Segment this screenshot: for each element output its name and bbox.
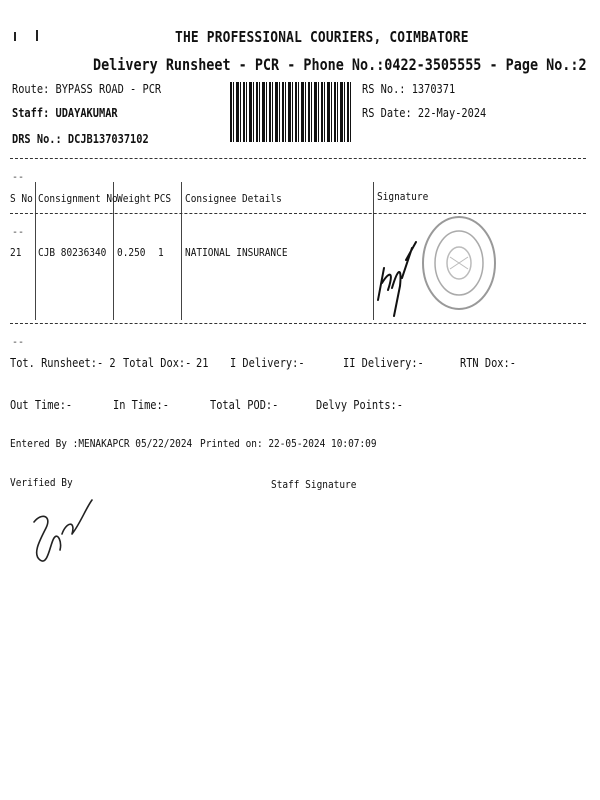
header-consignment: Consignment No xyxy=(38,192,118,205)
runsheet-subtitle: Delivery Runsheet - PCR - Phone No.:0422-3505555 - Page No.:2 xyxy=(93,55,587,74)
rtn-dox: RTN Dox:- xyxy=(460,356,516,370)
stray-mark xyxy=(36,30,38,41)
official-stamp xyxy=(420,213,498,313)
route-label: Route: BYPASS ROAD - PCR xyxy=(12,82,162,96)
staff-label: Staff: UDAYAKUMAR xyxy=(12,106,118,120)
drs-number: DRS No.: DCJB137037102 xyxy=(12,132,149,146)
printed-on: Printed on: 22-05-2024 10:07:09 xyxy=(200,437,377,450)
header-weight: Weight xyxy=(117,192,152,205)
column-divider xyxy=(181,182,182,320)
total-dox-label: Total Dox:- xyxy=(123,356,192,370)
stray-mark xyxy=(14,32,16,41)
rs-date: RS Date: 22-May-2024 xyxy=(362,106,487,120)
cell-weight: 0.250 xyxy=(117,246,146,259)
divider xyxy=(10,323,586,324)
header-signature: Signature xyxy=(377,190,429,203)
dash-mark: -- xyxy=(12,227,25,238)
cell-consignee: NATIONAL INSURANCE xyxy=(185,246,288,259)
tot-runsheet: Tot. Runsheet:- 2 xyxy=(10,356,116,370)
entered-by: Entered By :MENAKAPCR 05/22/2024 xyxy=(10,437,193,450)
header-sno: S No xyxy=(10,192,33,205)
cell-consignment: CJB 80236340 xyxy=(38,246,107,259)
staff-signature-label: Staff Signature xyxy=(271,478,357,491)
dash-mark: -- xyxy=(12,337,25,348)
verifier-signature xyxy=(28,494,98,576)
in-time: In Time:- xyxy=(113,398,169,412)
total-dox-value: 21 xyxy=(196,356,209,370)
total-pod: Total POD:- xyxy=(210,398,279,412)
i-delivery: I Delivery:- xyxy=(230,356,305,370)
header-pcs: PCS xyxy=(154,192,172,205)
ii-delivery: II Delivery:- xyxy=(343,356,424,370)
out-time: Out Time:- xyxy=(10,398,73,412)
company-title: THE PROFESSIONAL COURIERS, COIMBATORE xyxy=(175,28,469,46)
dash-mark: -- xyxy=(12,172,25,183)
barcode xyxy=(230,82,353,142)
cell-sno: 21 xyxy=(10,246,22,259)
divider xyxy=(10,158,586,159)
delvy-points: Delvy Points:- xyxy=(316,398,403,412)
rs-number: RS No.: 1370371 xyxy=(362,82,456,96)
header-consignee: Consignee Details xyxy=(185,192,282,205)
column-divider xyxy=(35,182,36,320)
cell-pcs: 1 xyxy=(158,246,164,259)
divider xyxy=(10,213,586,214)
receiver-signature xyxy=(372,228,422,320)
verified-by-label: Verified By xyxy=(10,476,73,489)
